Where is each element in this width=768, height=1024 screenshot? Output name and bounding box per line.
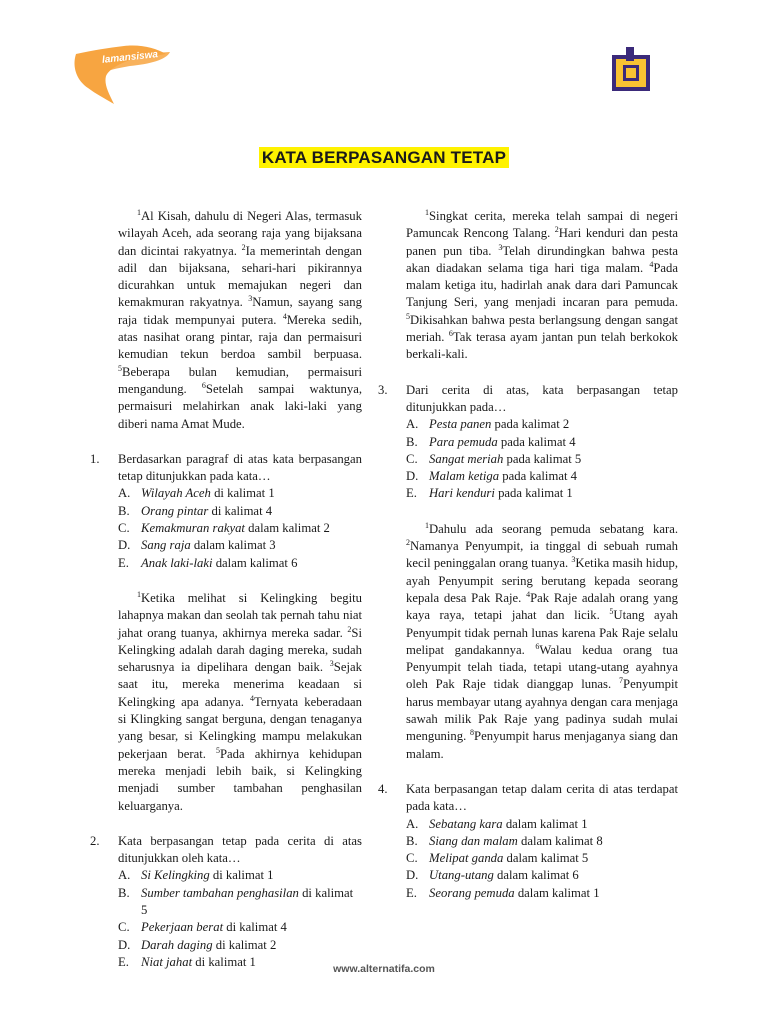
question-text: Berdasarkan paragraf di atas kata berpasangan tetap ditunjukkan pada kata…	[118, 451, 362, 484]
answer-option[interactable]	[118, 555, 362, 572]
answer-option[interactable]	[118, 885, 362, 920]
sentence: Pada akhirnya kehidupan mereka menjadi lebih baik, si Kelingking menjadi sumber tambahan penghasilan keluarganya.	[118, 746, 362, 813]
option-letter: B.	[406, 434, 418, 449]
option-phrase: Siang dan malam	[429, 833, 518, 848]
option-location: dalam kalimat 2	[244, 521, 330, 536]
option-letter: A.	[406, 816, 419, 831]
option-phrase: Melipat ganda	[429, 851, 504, 866]
option-phrase: Sumber tambahan penghasilan	[141, 885, 299, 900]
option-phrase: Orang pintar	[141, 503, 209, 518]
sentence-number: 4	[526, 589, 531, 599]
option-letter: E.	[406, 486, 417, 501]
option-phrase: Seorang pemuda	[429, 885, 515, 900]
answer-option[interactable]	[406, 850, 678, 867]
option-location: pada kalimat 4	[499, 469, 577, 484]
option-phrase: Malam ketiga	[429, 469, 500, 484]
option-letter: A.	[118, 486, 131, 501]
answer-option[interactable]	[118, 503, 362, 520]
sentence: Pada malam ketiga itu, hadirlah anak dara dari Pamuncak Tanjung Seri, yang menjadi incaran para pemuda.	[406, 260, 678, 310]
option-phrase: Sang raja	[141, 538, 191, 553]
answer-options	[406, 816, 678, 902]
sentence-number: 2	[241, 242, 246, 252]
option-location: dalam kalimat 5	[503, 851, 589, 866]
sentence: Penyumpit harus menjaganya siang dan malam.	[406, 729, 679, 761]
sentence-number: 8	[470, 728, 475, 738]
option-letter: A.	[118, 868, 131, 883]
sentence-number: 4	[282, 311, 287, 321]
sentence-number: 5	[406, 311, 410, 321]
option-location: di kalimat 2	[212, 937, 277, 952]
sentence: Setelah sampai waktunya, permaisuri melahirkan anak laki-laki yang diberi nama Amat Mude.	[118, 381, 363, 431]
sentence-number: 6	[201, 380, 206, 390]
story-paragraph-4	[406, 521, 678, 763]
sentence-number: 2	[347, 624, 352, 634]
sentence-number: 6	[448, 328, 453, 338]
sentence: Si Kelingking adalah darah daging mereka, sudah seharusnya ia dipelihara dengan baik.	[118, 625, 362, 675]
sentence: Mereka sedih, atas nasihat orang pintar, raja dan permaisuri kemudian tekun berdoa sambil berpuasa.	[118, 312, 363, 362]
answer-option[interactable]	[118, 485, 362, 502]
sentence-number: 1	[137, 589, 141, 599]
option-phrase: Sangat meriah	[429, 451, 504, 466]
svg-text:lamansiswa: lamansiswa	[101, 49, 159, 66]
torch-flame-icon	[70, 40, 180, 104]
option-letter: E.	[118, 555, 129, 570]
sentence: Hari kenduri dan pesta panen pun tiba.	[406, 226, 678, 258]
question-number: 1.	[90, 451, 100, 466]
option-letter: D.	[118, 937, 131, 952]
story-paragraph-3	[406, 208, 678, 364]
answer-option[interactable]	[118, 919, 362, 936]
sentence: Utang ayah Penyumpit tidak pernah lunas karena Pak Raje selalu melipat gandakannya.	[406, 608, 678, 657]
answer-option[interactable]	[118, 537, 362, 554]
sentence-number: 4	[249, 693, 254, 703]
sentence-number: 1	[425, 520, 429, 530]
sentence: Namun, sayang sang raja tidak mempunyai putera.	[118, 295, 362, 327]
option-phrase: Pekerjaan berat	[141, 920, 224, 935]
option-phrase: Utang-utang	[429, 868, 494, 883]
option-phrase: Para pemuda	[429, 434, 498, 449]
option-location: di kalimat 4	[223, 920, 287, 935]
question-text: Kata berpasangan tetap pada cerita di atas ditunjukkan oleh kata…	[118, 833, 362, 866]
option-letter: D.	[406, 868, 419, 883]
option-letter: C.	[406, 851, 418, 866]
left-column	[90, 207, 363, 989]
sentence: Telah dirundingkan bahwa pesta akan diadakan selama tiga hari tiga malam.	[406, 243, 678, 275]
sentence-number: 4	[649, 259, 654, 269]
option-phrase: Kemakmuran rakyat	[141, 521, 245, 536]
sentence-number: 3	[571, 555, 576, 565]
option-location: dalam kalimat 1	[514, 885, 600, 900]
page-title: KATA BERPASANGAN TETAP	[0, 148, 768, 168]
answer-options	[118, 485, 362, 571]
option-letter: E.	[118, 954, 129, 969]
option-phrase: Si Kelingking	[141, 868, 210, 883]
brand-logo-right	[606, 45, 656, 95]
option-letter: A.	[406, 417, 419, 432]
option-phrase: Pesta panen	[429, 417, 492, 432]
option-letter: D.	[118, 538, 131, 553]
sentence-number: 2	[406, 537, 410, 547]
sentence: Beberapa bulan kemudian, permaisuri mengandung.	[118, 364, 362, 396]
question-number: 4.	[378, 781, 388, 796]
option-location: dalam kalimat 3	[190, 538, 276, 553]
sentence-number: 5	[118, 363, 122, 373]
option-location: dalam kalimat 1	[502, 816, 588, 831]
sentence: Pak Raje adalah orang yang kaya raya, tetapi jahat dan licik.	[406, 590, 678, 623]
sentence: Sejak saat itu, mereka menerima keadaan si Kelingking apa adanya.	[118, 660, 362, 709]
option-location: pada kalimat 5	[503, 451, 582, 466]
right-column	[378, 207, 679, 920]
sentence: Walau kedua orang tua Penyumpit telah tiada, tetapi utang-utang ayahnya oleh Pak Raje tidak dianggap lunas.	[406, 642, 678, 692]
answer-option[interactable]	[118, 937, 362, 954]
answer-option[interactable]	[118, 867, 362, 884]
answer-option[interactable]	[406, 451, 678, 468]
sentence-number: 3	[248, 294, 253, 304]
option-letter: B.	[406, 833, 418, 848]
option-phrase: Sebatang kara	[429, 816, 503, 831]
question-4	[378, 781, 678, 902]
brand-logo-left	[70, 40, 180, 104]
answer-options	[118, 867, 362, 971]
question-number: 2.	[90, 833, 100, 848]
option-phrase: Anak laki-laki	[141, 555, 213, 570]
option-letter: E.	[406, 885, 417, 900]
answer-option[interactable]	[118, 520, 362, 537]
story-paragraph-2	[118, 590, 362, 815]
option-location: di kalimat 5	[141, 885, 354, 917]
option-location: pada kalimat 4	[497, 434, 576, 449]
sentence: Al Kisah, dahulu di Negeri Alas, termasuk wilayah Aceh, ada seorang raja yang bijaksana dan dicintai rakyatnya.	[118, 209, 362, 258]
option-letter: C.	[118, 521, 130, 536]
sentence: Ketika melihat si Kelingking begitu lahapnya makan dan seolah tak pernah tahu niat jahat orang tuanya, akhirnya mereka sadar.	[118, 590, 362, 640]
option-location: pada kalimat 2	[491, 417, 570, 432]
sentence-number: 3	[498, 242, 503, 252]
answer-option[interactable]	[406, 833, 678, 850]
answer-option[interactable]	[406, 416, 678, 433]
answer-option[interactable]	[406, 885, 678, 902]
question-1	[90, 451, 362, 572]
option-location: di kalimat 1	[209, 868, 274, 883]
footer-url[interactable]: www.alternatifa.com	[333, 963, 435, 975]
option-location: di kalimat 4	[208, 503, 273, 518]
sentence: Ternyata keberadaan si Klingking sangat berguna, dengan tenaganya yang besar, si Kelingking mampu melakukan pekerjaan berat.	[118, 694, 362, 761]
option-location: pada kalimat 1	[494, 486, 573, 501]
sentence: Namanya Penyumpit, ia tinggal di sebuah rumah kecil peninggalan orang tuanya.	[406, 539, 678, 571]
sentence: Singkat cerita, mereka telah sampai di negeri Pamuncak Rencong Talang.	[406, 209, 678, 241]
question-text: Kata berpasangan tetap dalam cerita di atas terdapat pada kata…	[406, 781, 678, 814]
option-location: dalam kalimat 8	[517, 833, 603, 848]
option-location: di kalimat 1	[192, 954, 256, 969]
story-paragraph-1	[118, 208, 362, 433]
option-location: dalam kalimat 6	[493, 868, 579, 883]
option-phrase: Wilayah Aceh	[141, 486, 211, 501]
answer-option[interactable]	[406, 485, 678, 502]
option-phrase: Hari kenduri	[429, 486, 495, 501]
question-3	[378, 382, 678, 503]
answer-option[interactable]	[406, 468, 678, 485]
answer-options	[406, 416, 678, 502]
sentence: Dahulu ada seorang pemuda sebatang kara.	[429, 521, 678, 536]
square-logo-icon	[606, 45, 656, 95]
option-letter: C.	[406, 451, 418, 466]
sentence-number: 5	[609, 607, 614, 616]
answer-option[interactable]	[406, 867, 678, 884]
question-2	[90, 833, 362, 971]
sentence-number: 1	[425, 207, 429, 217]
sentence: Penyumpit harus membayar utang ayahnya dengan cara menjaga sawah milik Pak Raje yang padinya sudah mulai menguning.	[406, 677, 678, 744]
sentence-number: 6	[535, 641, 540, 651]
option-location: dalam kalimat 6	[212, 555, 298, 570]
option-location: di kalimat 1	[210, 486, 275, 501]
sentence: Ia memerintah dengan adil dan bijaksana, sehari-hari pikirannya dicurahkan untuk memajukan negeri dan kemakmuran rakyatnya.	[118, 243, 363, 310]
question-text: Dari cerita di atas, kata berpasangan tetap ditunjukkan pada…	[406, 382, 678, 414]
sentence-number: 1	[137, 207, 141, 217]
option-letter: B.	[118, 503, 130, 518]
sentence: Tak terasa ayam jantan pun telah berkokok berkali-kali.	[406, 330, 678, 362]
answer-option[interactable]	[406, 816, 678, 833]
sentence: Dikisahkan bahwa pesta berlangsung dengan sangat meriah.	[406, 312, 678, 345]
option-phrase: Niat jahat	[141, 954, 193, 969]
sentence-number: 3	[329, 658, 334, 668]
option-phrase: Darah daging	[141, 937, 213, 952]
answer-option[interactable]	[406, 434, 678, 451]
sentence-number: 5	[215, 745, 220, 755]
option-letter: D.	[406, 469, 419, 484]
question-number: 3.	[378, 382, 388, 397]
sentence-number: 7	[619, 676, 624, 686]
sentence-number: 2	[554, 225, 559, 235]
option-letter: B.	[118, 885, 130, 900]
option-letter: C.	[118, 920, 130, 935]
sentence: Ketika masih hidup, ayah Penyumpit sering berutang kepada seorang kepala desa Pak Raje.	[406, 556, 678, 605]
